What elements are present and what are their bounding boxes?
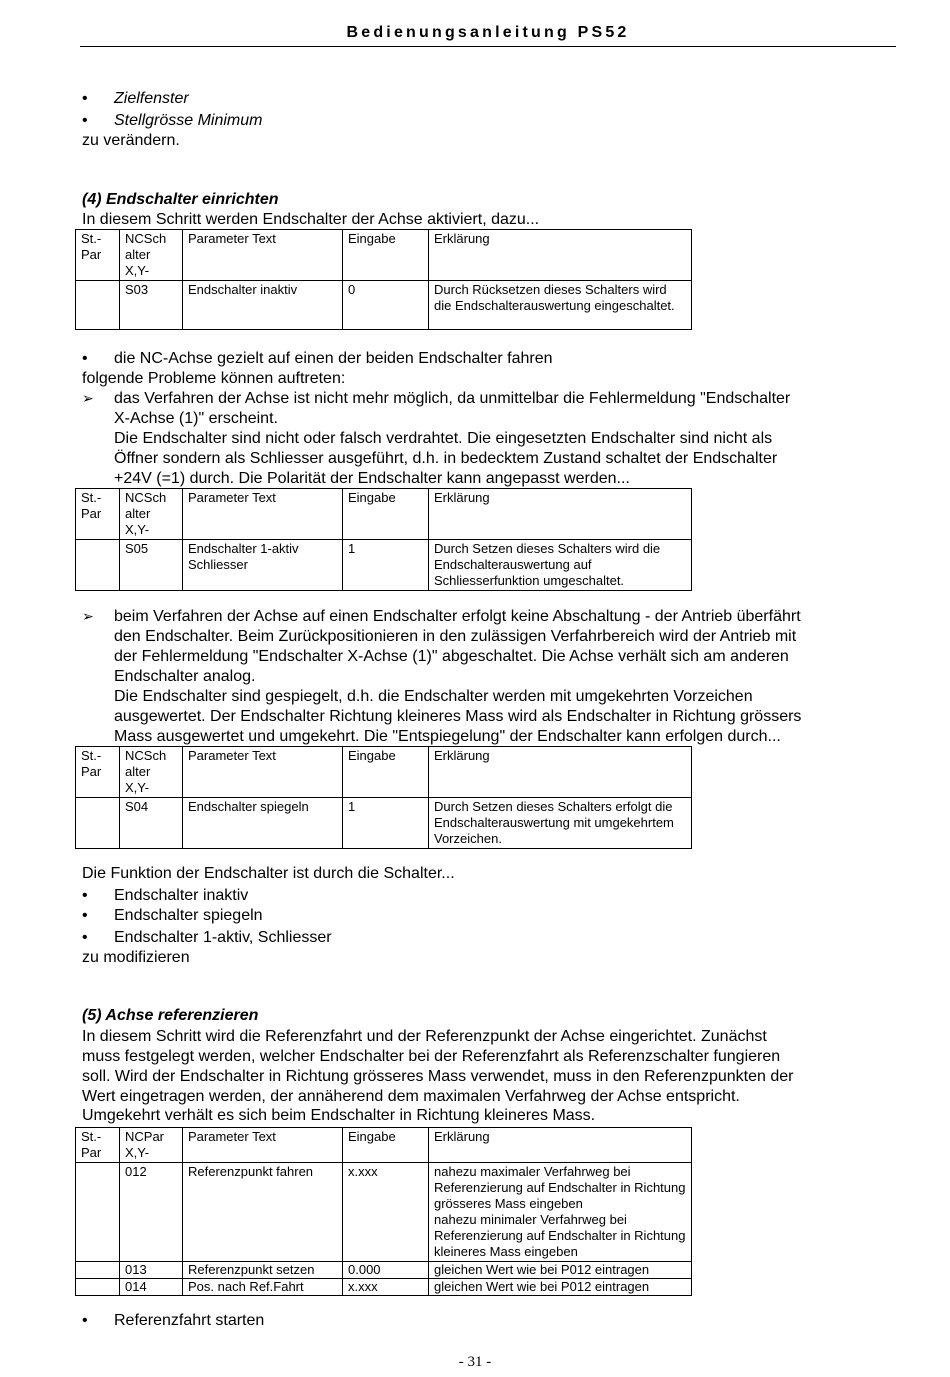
table-cell-erklaerung-text: nahezu maximaler Verfahrweg bei Referenzierung auf Endschalter in Richtung grösseres Mass eingeben nahezu minimaler Verfahrweg bei Referenzierung auf Endschalter in Richtung kleineres Mass eingeben <box>434 1164 686 1259</box>
table-cell-stpar <box>76 1163 120 1262</box>
header-cell-ncschalter <box>120 489 183 540</box>
header-cell-eingabe <box>343 1128 429 1163</box>
section-5-paragraph-line: Umgekehrt verhält es sich beim Endschalter in Richtung kleineres Mass. <box>82 1107 596 1124</box>
header-cell-text: Erklärung <box>434 490 490 505</box>
problem-1-line: +24V (=1) durch. Die Polarität der Endschalter kann angepasst werden... <box>114 470 630 487</box>
summary-bullet: Endschalter spiegeln <box>114 907 263 924</box>
header-cell-text: Eingabe <box>348 490 396 505</box>
table-cell-stpar <box>76 1279 120 1296</box>
table-cell-erklaerung: Durch Setzen dieses Schalters erfolgt die Endschalterauswertung mit umgekehrtem Vorzeichen. <box>429 798 692 849</box>
table-cell-stpar <box>76 798 120 849</box>
bullet-glyph: • <box>82 90 88 107</box>
header-cell-eingabe <box>343 489 429 540</box>
header-cell-text: Parameter Text <box>188 1129 276 1144</box>
header-cell-text: NCPar X,Y- <box>125 1129 165 1160</box>
table-cell-erklaerung: gleichen Wert wie bei P012 eintragen <box>429 1262 692 1279</box>
header-cell-parameter-text <box>183 1128 343 1163</box>
table-row <box>76 1262 692 1279</box>
header-cell-text: Eingabe <box>348 231 396 246</box>
header-cell-erklaerung <box>429 230 692 281</box>
header-cell-erklaerung <box>429 747 692 798</box>
header-cell-stpar <box>76 489 120 540</box>
table-cell-erklaerung: Durch Rücksetzen dieses Schalters wird die Endschalterauswertung eingeschaltet. <box>429 281 692 330</box>
section-4-heading: (4) Endschalter einrichten <box>82 191 279 208</box>
table-cell-stpar <box>76 1262 120 1279</box>
section-5-paragraph-line: soll. Wird der Endschalter in Richtung grösseres Mass verwendet, muss in den Referenzpunkten der <box>82 1068 794 1085</box>
header-cell-text: Eingabe <box>348 748 396 763</box>
table-row <box>76 540 692 591</box>
header-cell-text: St.- Par <box>81 231 102 262</box>
section-4-intro: In diesem Schritt werden Endschalter der Achse aktiviert, dazu... <box>82 211 540 228</box>
table-cell-eingabe: 1 <box>343 798 429 849</box>
parameter-table-s03 <box>75 229 692 330</box>
bullet-glyph: • <box>82 887 88 904</box>
header-cell-parameter-text <box>183 747 343 798</box>
table-header-row <box>76 230 692 281</box>
table-header-row <box>76 489 692 540</box>
summary-bullet: Endschalter 1-aktiv, Schliesser <box>114 929 332 946</box>
header-cell-ncschalter <box>120 230 183 281</box>
problem-1-line: Öffner sondern als Schliesser ausgeführt, d.h. in bedecktem Zustand schaltet der Endschalter <box>114 450 778 467</box>
header-cell-text: Erklärung <box>434 231 490 246</box>
page-number: - 31 - <box>458 1354 492 1370</box>
table-cell-code: S03 <box>120 281 183 330</box>
table-cell-eingabe: x.xxx <box>343 1163 429 1262</box>
section-5-paragraph-line: In diesem Schritt wird die Referenzfahrt und der Referenzpunkt der Achse eingerichtet. Zunächst <box>82 1028 767 1045</box>
summary-tail: zu modifizieren <box>82 949 190 966</box>
table-cell-stpar <box>76 540 120 591</box>
header-cell-text: Erklärung <box>434 748 490 763</box>
problem-2-line: ausgewertet. Der Endschalter Richtung kleineres Mass wird als Endschalter in Richtung grössers <box>114 708 802 725</box>
problem-2-line: der Fehlermeldung "Endschalter X-Achse (1)" abgeschaltet. Die Achse verhält sich am anderen <box>114 648 789 665</box>
table-cell-parameter: Referenzpunkt fahren <box>183 1163 343 1262</box>
intro-tail: zu verändern. <box>82 132 180 149</box>
header-cell-text: St.- Par <box>81 490 102 521</box>
problem-2-line: Mass ausgewertet und umgekehrt. Die "Entspiegelung" der Endschalter kann erfolgen durch... <box>114 728 781 745</box>
summary-bullet: Endschalter inaktiv <box>114 887 249 904</box>
header-cell-text: NCSch alter X,Y- <box>125 748 167 795</box>
table-cell-code: 012 <box>120 1163 183 1262</box>
table-row <box>76 1279 692 1296</box>
header-cell-erklaerung <box>429 489 692 540</box>
header-cell-parameter-text <box>183 230 343 281</box>
table-cell-code: 014 <box>120 1279 183 1296</box>
header-cell-text: Parameter Text <box>188 748 276 763</box>
header-cell-ncschalter <box>120 747 183 798</box>
table-cell-code: S05 <box>120 540 183 591</box>
header-cell-stpar <box>76 1128 120 1163</box>
problems-intro: folgende Probleme können auftreten: <box>82 370 346 387</box>
table-cell-parameter: Referenzpunkt setzen <box>183 1262 343 1279</box>
arrow-bullet-icon: ➢ <box>82 608 94 624</box>
table-cell-eingabe: x.xxx <box>343 1279 429 1296</box>
header-cell-text: Erklärung <box>434 1129 490 1144</box>
table-cell-eingabe: 0.000 <box>343 1262 429 1279</box>
table-header-row <box>76 1128 692 1163</box>
header-cell-stpar <box>76 747 120 798</box>
problem-2-line: den Endschalter. Beim Zurückpositionieren in den zulässigen Verfahrbereich wird der Antrieb mit <box>114 628 797 645</box>
table-row <box>76 798 692 849</box>
section-5-paragraph-line: Wert eingetragen werden, der annäherend dem maximalen Verfahrweg der Achse entspricht. <box>82 1088 740 1105</box>
parameter-table-s05 <box>75 488 692 591</box>
table-cell-erklaerung: Durch Setzen dieses Schalters wird die Endschalterauswertung auf Schliesserfunktion umgeschaltet. <box>429 540 692 591</box>
problem-2-line: beim Verfahren der Achse auf einen Endschalter erfolgt keine Abschaltung - der Antrieb überfährt <box>114 608 801 625</box>
table-row <box>76 281 692 330</box>
header-cell-eingabe <box>343 747 429 798</box>
header-cell-text: St.- Par <box>81 1129 102 1160</box>
table-cell-parameter-text: Endschalter 1-aktiv Schliesser <box>188 541 299 572</box>
header-cell-ncpar <box>120 1128 183 1163</box>
table-cell-erklaerung: gleichen Wert wie bei P012 eintragen <box>429 1279 692 1296</box>
parameter-table-s04 <box>75 746 692 849</box>
bullet-glyph: • <box>82 112 88 129</box>
header-cell-stpar <box>76 230 120 281</box>
table-cell-eingabe: 1 <box>343 540 429 591</box>
table-cell-eingabe: 0 <box>343 281 429 330</box>
header-cell-text: NCSch alter X,Y- <box>125 231 167 278</box>
table-cell-code: S04 <box>120 798 183 849</box>
problem-2-line: Die Endschalter sind gespiegelt, d.h. die Endschalter werden mit umgekehrten Vorzeichen <box>114 688 753 705</box>
table-row <box>76 1163 692 1262</box>
table-cell-stpar <box>76 281 120 330</box>
parameter-table-reference <box>75 1127 692 1296</box>
problem-1-line: X-Achse (1)" erscheint. <box>114 410 278 427</box>
problem-2-line: Endschalter analog. <box>114 668 256 685</box>
header-cell-text: Parameter Text <box>188 490 276 505</box>
bullet-glyph: • <box>82 929 88 946</box>
bullet-glyph: • <box>82 907 88 924</box>
section-5-paragraph-line: muss festgelegt werden, welcher Endschalter bei der Referenzfahrt als Referenzschalter fungieren <box>82 1048 781 1065</box>
bullet-glyph: • <box>82 350 88 367</box>
section-5-heading: (5) Achse referenzieren <box>82 1007 259 1024</box>
section-4-bullet: die NC-Achse gezielt auf einen der beiden Endschalter fahren <box>114 350 553 367</box>
table-cell-erklaerung <box>429 1163 692 1262</box>
summary-intro: Die Funktion der Endschalter ist durch die Schalter... <box>82 865 455 882</box>
intro-bullet-1: Zielfenster <box>114 90 189 107</box>
table-cell-parameter: Pos. nach Ref.Fahrt <box>183 1279 343 1296</box>
table-cell-parameter: Endschalter spiegeln <box>183 798 343 849</box>
table-cell-code: 013 <box>120 1262 183 1279</box>
header-rule <box>80 46 896 47</box>
problem-1-line: Die Endschalter sind nicht oder falsch verdrahtet. Die eingesetzten Endschalter sind nicht als <box>114 430 773 447</box>
intro-bullet-2: Stellgrösse Minimum <box>114 112 263 129</box>
arrow-bullet-icon: ➢ <box>82 390 94 406</box>
header-cell-parameter-text <box>183 489 343 540</box>
header-cell-text: Eingabe <box>348 1129 396 1144</box>
header-cell-eingabe <box>343 230 429 281</box>
header-cell-text: NCSch alter X,Y- <box>125 490 167 537</box>
table-header-row <box>76 747 692 798</box>
table-cell-parameter <box>183 540 343 591</box>
header-cell-erklaerung <box>429 1128 692 1163</box>
problem-1-line: das Verfahren der Achse ist nicht mehr möglich, da unmittelbar die Fehlermeldung "Endschalter <box>114 390 791 407</box>
header-cell-text: Parameter Text <box>188 231 276 246</box>
document-header-title: Bedienungsanleitung PS52 <box>346 24 630 41</box>
table-cell-parameter: Endschalter inaktiv <box>183 281 343 330</box>
header-cell-text: St.- Par <box>81 748 102 779</box>
final-bullet: Referenzfahrt starten <box>114 1312 265 1329</box>
bullet-glyph: • <box>82 1312 88 1329</box>
